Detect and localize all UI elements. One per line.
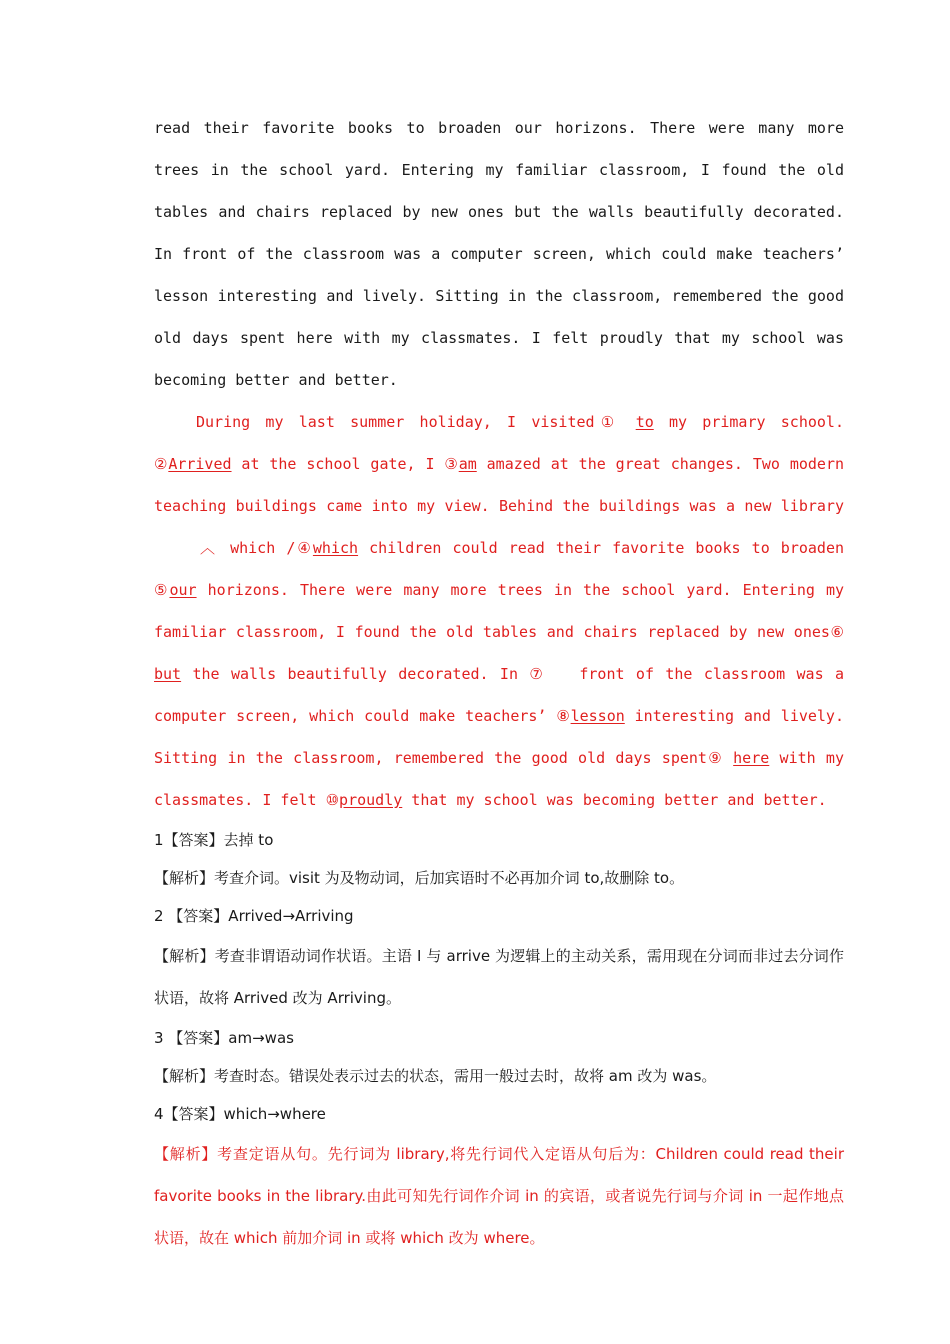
explanation-4: 【解析】考查定语从句。先行词为 library,将先行词代入定语从句后为：Children could read their favorite books in the library.由此可知先行词作介词 in 的宾语，或者说先行词与介词 in 一起作地点状语，故在 which 前加介词 in 或将 which 改为 where。 bbox=[154, 1145, 844, 1247]
error-word-8: lesson bbox=[570, 707, 625, 725]
passage-text: children could read their favorite books to broaden bbox=[369, 539, 845, 557]
error-marker-6: ⑥ bbox=[829, 623, 844, 641]
error-marker-9: ⑨ bbox=[706, 749, 723, 767]
answer-4: 4【答案】which→where bbox=[154, 1105, 326, 1123]
original-passage: read their favorite books to broaden our horizons. There were many more trees in the school yard. Entering my familiar classroom, I found the old tables and chairs replaced by new ones but the walls beautifully decorated. In front of the classroom was a computer screen, which could make teachers’ lesson interesting and lively. Sitting in the classroom, remembered the good old days spent here with my classmates. I felt proudly that my school was becoming better and better. bbox=[154, 119, 844, 389]
error-word-5: our bbox=[169, 581, 197, 599]
passage-text: that my school was becoming better and better. bbox=[411, 791, 827, 809]
passage-text: my primary school. bbox=[669, 413, 844, 431]
passage-text: front of the classroom was a computer screen, which could make teachers’ bbox=[154, 665, 845, 725]
error-word-2: Arrived bbox=[168, 455, 232, 473]
error-marker-4: ④ bbox=[295, 539, 313, 557]
explanation-3: 【解析】考查时态。错误处表示过去的状态，需用一般过去时，故将 am 改为 was。 bbox=[154, 1067, 717, 1085]
passage-text: at the school gate, I bbox=[241, 455, 435, 473]
passage-text: the walls beautifully decorated. In bbox=[192, 665, 518, 683]
error-word-4: which bbox=[312, 539, 359, 557]
passage-text: which / bbox=[230, 539, 296, 557]
error-marker-7: ⑦ bbox=[529, 665, 546, 683]
insertion-caret-icon: ︿ bbox=[200, 539, 216, 557]
error-word-3: am bbox=[458, 455, 477, 473]
error-word-9: here bbox=[733, 749, 770, 767]
passage-text: horizons. There were many more trees in the school yard. Entering my familiar classroom, I found the old tables and chairs replaced by new ones bbox=[154, 581, 845, 641]
error-marker-10: ⑩ bbox=[325, 791, 340, 809]
error-marker-5: ⑤ bbox=[154, 581, 170, 599]
error-marker-3: ③ bbox=[444, 455, 459, 473]
error-marker-8: ⑧ bbox=[556, 707, 571, 725]
corrected-passage bbox=[154, 401, 844, 821]
answer-3: 3 【答案】am→was bbox=[154, 1029, 294, 1047]
passage-text: with my classmates. I felt bbox=[154, 749, 844, 809]
passage-text: interesting and lively. Sitting in the classroom, remembered the good old days spent bbox=[154, 707, 844, 767]
answer-2: 2 【答案】Arrived→Arriving bbox=[154, 907, 354, 925]
page-content bbox=[154, 107, 844, 1259]
explanation-1: 【解析】考查介词。visit 为及物动词，后加宾语时不必再加介词 to,故删除 to。 bbox=[154, 869, 685, 887]
error-word-1: to bbox=[635, 413, 654, 431]
explanation-2: 【解析】考查非谓语动词作状语。主语 I 与 arrive 为逻辑上的主动关系，需用现在分词而非过去分词作状语，故将 Arrived 改为 Arriving。 bbox=[154, 947, 844, 1007]
error-word-6: but bbox=[154, 665, 182, 683]
answer-1: 1【答案】去掉 to bbox=[154, 831, 274, 849]
passage-text: During my last summer holiday, I visited bbox=[196, 413, 595, 431]
error-marker-2: ② bbox=[154, 455, 169, 473]
passage-text: amazed at the great changes. Two modern teaching buildings came into my view. Behind the buildings was a new library bbox=[154, 455, 844, 515]
error-marker-1: ① bbox=[594, 413, 621, 431]
error-word-10: proudly bbox=[339, 791, 403, 809]
answer-section bbox=[154, 821, 844, 1259]
